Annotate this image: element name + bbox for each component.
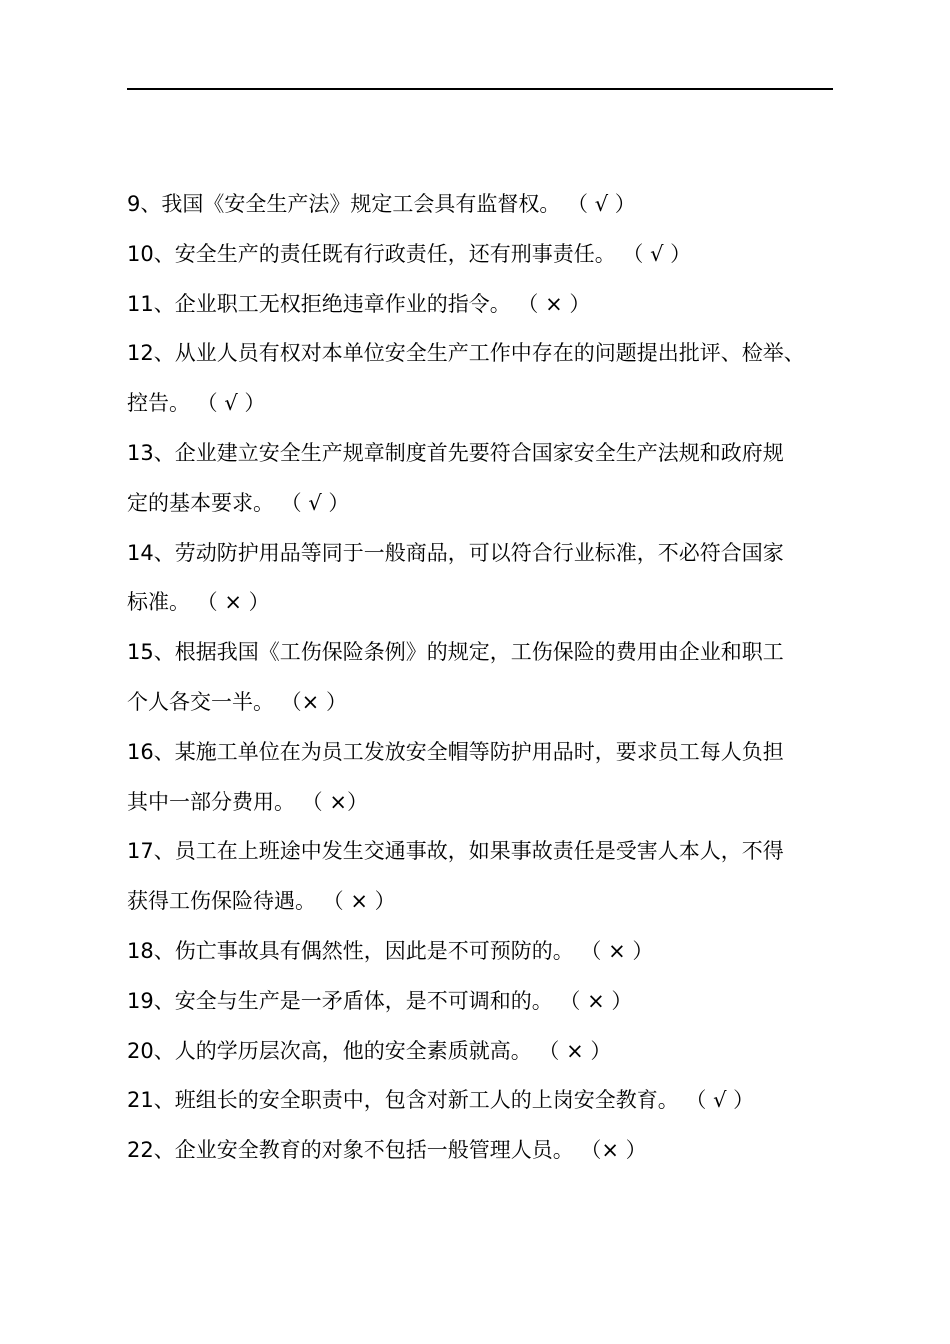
question-19: 19、安全与生产是一矛盾体，是不可调和的。 （ × ）: [127, 988, 633, 1013]
question-14: 14、劳动防护用品等同于一般商品，可以符合行业标准，不必符合国家: [127, 540, 784, 565]
question-14-continued: 标准。 （ × ）: [127, 590, 270, 615]
question-15-continued: 个人各交一半。 （× ）: [127, 689, 347, 714]
question-11: 11、企业职工无权拒绝违章作业的指令。 （ × ）: [127, 291, 591, 316]
question-22: 22、企业安全教育的对象不包括一般管理人员。 （× ）: [127, 1138, 647, 1163]
header-rule: [127, 88, 833, 90]
question-9: 9、我国《安全生产法》规定工会具有监督权。 （ √ ）: [127, 192, 636, 216]
question-12: 12、从业人员有权对本单位安全生产工作中存在的问题提出批评、检举、: [127, 341, 805, 366]
question-21: 21、班组长的安全职责中，包含对新工人的上岗安全教育。 （ √ ）: [127, 1088, 755, 1113]
question-17: 17、员工在上班途中发生交通事故，如果事故责任是受害人本人，不得: [127, 839, 784, 864]
question-list: [127, 180, 857, 1176]
question-15: 15、根据我国《工伤保险条例》的规定，工伤保险的费用由企业和职工: [127, 640, 784, 665]
question-13: 13、企业建立安全生产规章制度首先要符合国家安全生产法规和政府规: [127, 440, 784, 465]
question-17-continued: 获得工伤保险待遇。 （ × ）: [127, 889, 396, 914]
question-12-continued: 控告。 （ √ ）: [127, 391, 266, 416]
question-10: 10、安全生产的责任既有行政责任，还有刑事责任。 （ √ ）: [127, 241, 692, 266]
question-18: 18、伤亡事故具有偶然性，因此是不可预防的。 （ × ）: [127, 938, 654, 963]
question-13-continued: 定的基本要求。 （ √ ）: [127, 490, 350, 515]
question-16: 16、某施工单位在为员工发放安全帽等防护用品时，要求员工每人负担: [127, 739, 784, 764]
question-20: 20、人的学历层次高，他的安全素质就高。 （ × ）: [127, 1038, 612, 1063]
question-16-continued: 其中一部分费用。 （ ×）: [127, 789, 368, 814]
